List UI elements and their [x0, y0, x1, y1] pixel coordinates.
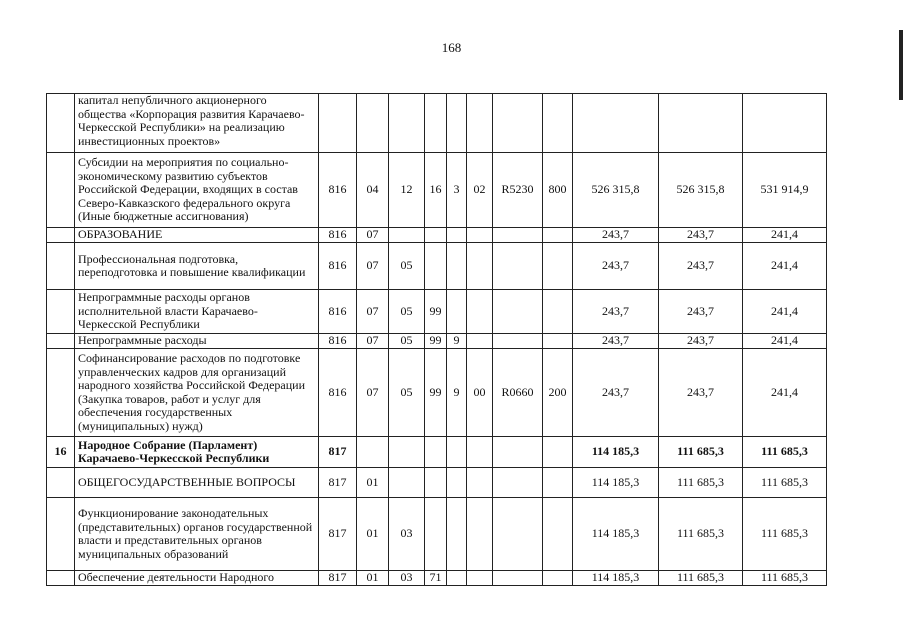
code-ministry: 816 [319, 228, 357, 243]
code-ministry: 817 [319, 468, 357, 498]
amount-year-3: 111 685,3 [743, 498, 827, 571]
code-subsection [389, 94, 425, 153]
code-section: 07 [357, 349, 389, 437]
code-subprogram [447, 94, 467, 153]
code-expense-type: 200 [543, 349, 573, 437]
amount-year-3: 241,4 [743, 334, 827, 349]
amount-year-1: 243,7 [573, 290, 659, 334]
amount-year-3: 531 914,9 [743, 153, 827, 228]
row-name: Непрограммные расходы органов исполнительной власти Карачаево-Черкесской Республики [75, 290, 319, 334]
amount-year-3: 241,4 [743, 243, 827, 290]
row-number [47, 153, 75, 228]
code-subprogram [447, 243, 467, 290]
code-program [425, 437, 447, 468]
code-ministry: 817 [319, 498, 357, 571]
code-event [467, 437, 493, 468]
code-program [425, 228, 447, 243]
code-subprogram: 9 [447, 349, 467, 437]
table-row [47, 243, 827, 290]
code-subsection [389, 468, 425, 498]
row-name: Функционирование законодательных (представительных) органов государственной власти и представительных органов муниципальных образований [75, 498, 319, 571]
amount-year-2: 243,7 [659, 228, 743, 243]
code-expense-type [543, 571, 573, 586]
row-number [47, 228, 75, 243]
amount-year-3: 111 685,3 [743, 437, 827, 468]
code-direction: R0660 [493, 349, 543, 437]
row-number [47, 349, 75, 437]
amount-year-1: 114 185,3 [573, 468, 659, 498]
code-expense-type [543, 498, 573, 571]
amount-year-2: 526 315,8 [659, 153, 743, 228]
code-event [467, 571, 493, 586]
code-subsection: 03 [389, 498, 425, 571]
amount-year-3: 111 685,3 [743, 468, 827, 498]
row-name: ОБЩЕГОСУДАРСТВЕННЫЕ ВОПРОСЫ [75, 468, 319, 498]
amount-year-1 [573, 94, 659, 153]
amount-year-1: 114 185,3 [573, 498, 659, 571]
code-subprogram [447, 571, 467, 586]
table-row [47, 437, 827, 468]
amount-year-2: 111 685,3 [659, 468, 743, 498]
row-number [47, 334, 75, 349]
code-section: 07 [357, 243, 389, 290]
code-subsection: 05 [389, 349, 425, 437]
code-event [467, 243, 493, 290]
code-program: 99 [425, 290, 447, 334]
code-direction: R5230 [493, 153, 543, 228]
code-ministry: 817 [319, 437, 357, 468]
code-event [467, 498, 493, 571]
code-ministry: 816 [319, 243, 357, 290]
code-section: 01 [357, 468, 389, 498]
code-program: 71 [425, 571, 447, 586]
code-section: 01 [357, 571, 389, 586]
table-row [47, 153, 827, 228]
code-event: 00 [467, 349, 493, 437]
code-subprogram [447, 498, 467, 571]
amount-year-2: 243,7 [659, 334, 743, 349]
amount-year-1: 114 185,3 [573, 571, 659, 586]
table-row [47, 498, 827, 571]
code-section: 07 [357, 290, 389, 334]
code-program: 99 [425, 349, 447, 437]
code-program [425, 94, 447, 153]
amount-year-1: 243,7 [573, 228, 659, 243]
code-ministry: 817 [319, 571, 357, 586]
code-subprogram [447, 437, 467, 468]
code-expense-type: 800 [543, 153, 573, 228]
code-expense-type [543, 437, 573, 468]
row-number [47, 290, 75, 334]
code-ministry [319, 94, 357, 153]
amount-year-1: 243,7 [573, 349, 659, 437]
code-subsection: 05 [389, 290, 425, 334]
code-direction [493, 498, 543, 571]
code-subsection: 05 [389, 243, 425, 290]
row-name: Обеспечение деятельности Народного [75, 571, 319, 586]
row-number: 16 [47, 437, 75, 468]
code-program [425, 498, 447, 571]
row-number [47, 94, 75, 153]
code-direction [493, 334, 543, 349]
code-expense-type [543, 334, 573, 349]
code-event [467, 290, 493, 334]
table-row [47, 94, 827, 153]
code-section [357, 94, 389, 153]
row-name: капитал непубличного акционерного общества «Корпорация развития Карачаево-Черкесской Республики» на реализацию инвестиционных проектов» [75, 94, 319, 153]
table-row [47, 571, 827, 586]
row-name: ОБРАЗОВАНИЕ [75, 228, 319, 243]
table-row [47, 468, 827, 498]
code-section [357, 437, 389, 468]
amount-year-1: 526 315,8 [573, 153, 659, 228]
code-subprogram [447, 228, 467, 243]
table-row [47, 290, 827, 334]
code-expense-type [543, 243, 573, 290]
code-event [467, 228, 493, 243]
amount-year-2: 111 685,3 [659, 498, 743, 571]
row-name: Субсидии на мероприятия по социально-экономическому развитию субъектов Российской Федерации, входящих в состав Северо-Кавказского федерального округа (Иные бюджетные ассигнования) [75, 153, 319, 228]
amount-year-3: 241,4 [743, 349, 827, 437]
row-number [47, 468, 75, 498]
scan-edge-mark [899, 30, 903, 100]
code-program: 99 [425, 334, 447, 349]
code-subsection: 03 [389, 571, 425, 586]
code-event: 02 [467, 153, 493, 228]
code-subsection [389, 228, 425, 243]
amount-year-2: 111 685,3 [659, 571, 743, 586]
amount-year-3: 241,4 [743, 290, 827, 334]
row-number [47, 571, 75, 586]
code-subsection: 05 [389, 334, 425, 349]
code-expense-type [543, 468, 573, 498]
table-row [47, 228, 827, 243]
code-expense-type [543, 94, 573, 153]
code-direction [493, 290, 543, 334]
code-subsection: 12 [389, 153, 425, 228]
amount-year-1: 243,7 [573, 334, 659, 349]
amount-year-2: 243,7 [659, 349, 743, 437]
code-direction [493, 228, 543, 243]
code-direction [493, 243, 543, 290]
amount-year-2: 243,7 [659, 243, 743, 290]
code-program [425, 243, 447, 290]
code-program: 16 [425, 153, 447, 228]
row-name: Народное Собрание (Парламент) Карачаево-Черкесской Республики [75, 437, 319, 468]
code-direction [493, 94, 543, 153]
amount-year-3: 111 685,3 [743, 571, 827, 586]
budget-table [46, 93, 827, 586]
code-direction [493, 571, 543, 586]
table-row [47, 334, 827, 349]
row-name: Непрограммные расходы [75, 334, 319, 349]
amount-year-2 [659, 94, 743, 153]
code-subprogram: 9 [447, 334, 467, 349]
table-row [47, 349, 827, 437]
code-subsection [389, 437, 425, 468]
row-name: Софинансирование расходов по подготовке управленческих кадров для организаций народного хозяйства Российской Федерации (Закупка товаров, работ и услуг для обеспечения государственных (муниципальных) нужд) [75, 349, 319, 437]
code-event [467, 334, 493, 349]
code-direction [493, 437, 543, 468]
code-expense-type [543, 228, 573, 243]
code-subprogram [447, 290, 467, 334]
code-program [425, 468, 447, 498]
amount-year-1: 243,7 [573, 243, 659, 290]
code-subprogram: 3 [447, 153, 467, 228]
code-event [467, 94, 493, 153]
amount-year-2: 243,7 [659, 290, 743, 334]
code-ministry: 816 [319, 290, 357, 334]
code-direction [493, 468, 543, 498]
code-expense-type [543, 290, 573, 334]
code-section: 07 [357, 334, 389, 349]
code-subprogram [447, 468, 467, 498]
code-section: 07 [357, 228, 389, 243]
amount-year-3 [743, 94, 827, 153]
row-number [47, 498, 75, 571]
code-ministry: 816 [319, 334, 357, 349]
code-section: 04 [357, 153, 389, 228]
amount-year-1: 114 185,3 [573, 437, 659, 468]
page-number: 168 [441, 40, 462, 55]
code-ministry: 816 [319, 349, 357, 437]
row-number [47, 243, 75, 290]
code-ministry: 816 [319, 153, 357, 228]
amount-year-3: 241,4 [743, 228, 827, 243]
amount-year-2: 111 685,3 [659, 437, 743, 468]
row-name: Профессиональная подготовка, переподготовка и повышение квалификации [75, 243, 319, 290]
code-section: 01 [357, 498, 389, 571]
code-event [467, 468, 493, 498]
